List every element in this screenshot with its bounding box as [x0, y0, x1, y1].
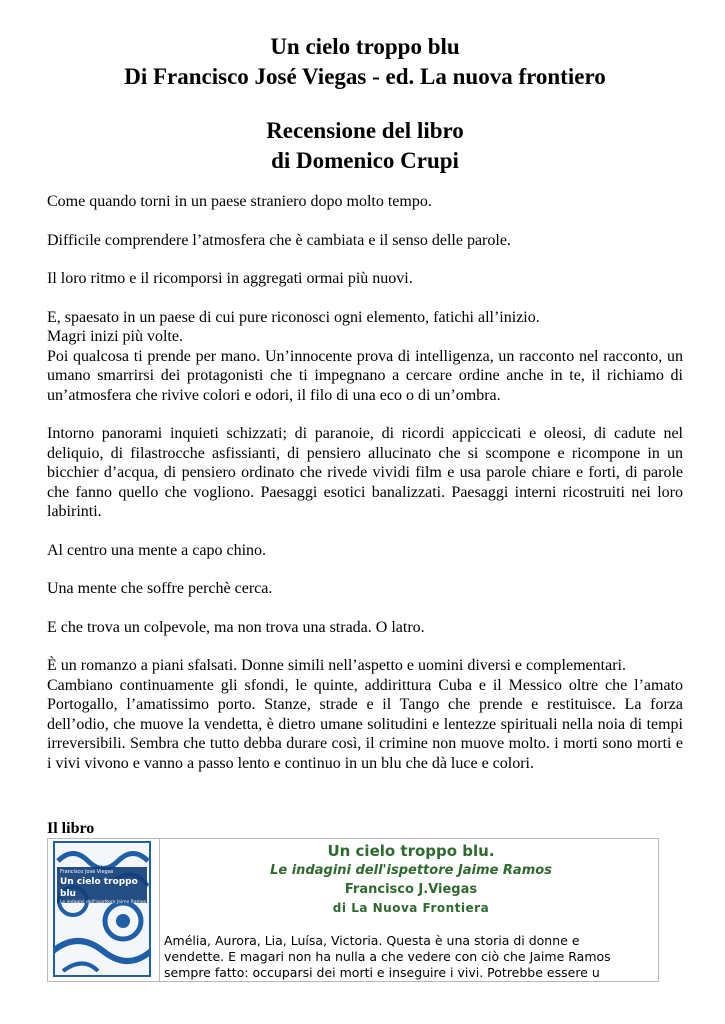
book-author-heading: Di Francisco José Viegas - ed. La nuova frontiero	[124, 64, 606, 89]
cover-author: Francisco José Viegas	[60, 869, 114, 875]
divider	[159, 839, 160, 981]
book-info-publisher-line	[164, 899, 658, 918]
book-info-author: Francisco J.Viegas	[344, 882, 478, 897]
paragraph: E, spaesato in un paese di cui pure riconosci ogni elemento, fatichi all’inizio.	[47, 308, 540, 326]
description-line: vendette. E magari non ha nulla a che vedere con ciò che Jaime Ramos	[164, 949, 611, 964]
review-body	[47, 192, 683, 792]
book-info-text	[164, 839, 658, 918]
paragraph: Intorno panorami inquieti schizzati; di paranoie, di ricordi appiccicati e oleosi, di cadute nel deliquio, di filastrocche asfissianti, di pensiero allucinato che si scompone e ricompone in un bicchier d’acqua, di pensiero ordinato che rivede vividi film e usa parole chiare e forti, di parole che fanno quello che vogliono. Paesaggi esotici banalizzati. Paesaggi interni ricostruiti nei loro labirinti.	[47, 425, 683, 520]
cover-title: Un cielo troppo blu	[60, 877, 138, 899]
paragraph: Poi qualcosa ti prende per mano. Un’innocente prova di intelligenza, un racconto nel racconto, un umano smarrirsi dei protagonisti che ti impegnano a cercare ordine anche in te, il richiamo di un’atmosfera che rivive colori e odori, il filo di una eco o di un’ombra.	[47, 347, 683, 404]
description-line: Amélia, Aurora, Lia, Luísa, Victoria. Questa è una storia di donne e	[164, 933, 580, 948]
book-info-subtitle: Le indagini dell'ispettore Jaime Ramos	[270, 863, 552, 878]
paragraph: È un romanzo a piani sfalsati. Donne simili nell’aspetto e uomini diversi e complementari.	[47, 657, 626, 674]
paragraph: Come quando torni in un paese straniero dopo molto tempo.	[47, 193, 432, 210]
book-info-title[interactable]: Un cielo troppo blu.	[327, 842, 495, 860]
azulejo-tile-pattern	[53, 841, 151, 977]
paragraph: Difficile comprendere l’atmosfera che è cambiata e il senso delle parole.	[47, 231, 511, 249]
book-section-heading: Il libro	[47, 820, 95, 837]
description-line: sempre fatto: occuparsi dei morti e inseguire i vivi. Potrebbe essere u	[164, 965, 600, 980]
review-heading: Recensione del libro	[266, 118, 464, 143]
publisher-prefix: di	[332, 901, 347, 915]
book-title-heading: Un cielo troppo blu	[270, 34, 460, 59]
book-description	[164, 933, 658, 981]
paragraph: Magri inizi più volte.	[47, 328, 183, 345]
paragraph: E che trova un colpevole, ma non trova una strada. O latro.	[47, 618, 425, 636]
cover-subtitle: Le indagini dell'ispettore Jaime Ramos	[60, 900, 146, 905]
publisher-name[interactable]: La Nuova Frontiera	[351, 901, 490, 915]
paragraph: Il loro ritmo e il ricomporsi in aggregati ormai più nuovi.	[47, 270, 413, 287]
reviewer-heading: di Domenico Crupi	[271, 148, 459, 173]
paragraph: Al centro una mente a capo chino.	[47, 541, 267, 559]
book-info-box	[47, 838, 659, 982]
paragraph: Cambiano continuamente gli sfondi, le quinte, addirittura Cuba e il Messico oltre che l’amato Portogallo, l’amatissimo porto. Stanze, strade e il Tango che prende e restituisce. La forza dell’odio, che muove la vendetta, è dietro umane solitudini e lentezze spirituali nella noia di tempi irreversibili. Sembra che tutto debba durare così, il crimine non muove molto. i morti sono morti e i vivi vivono e vanno a passo lento e continuo in un blu che dà luce e colori.	[47, 676, 683, 772]
paragraph: Una mente che soffre perchè cerca.	[47, 580, 273, 597]
book-cover-image[interactable]	[53, 841, 151, 977]
